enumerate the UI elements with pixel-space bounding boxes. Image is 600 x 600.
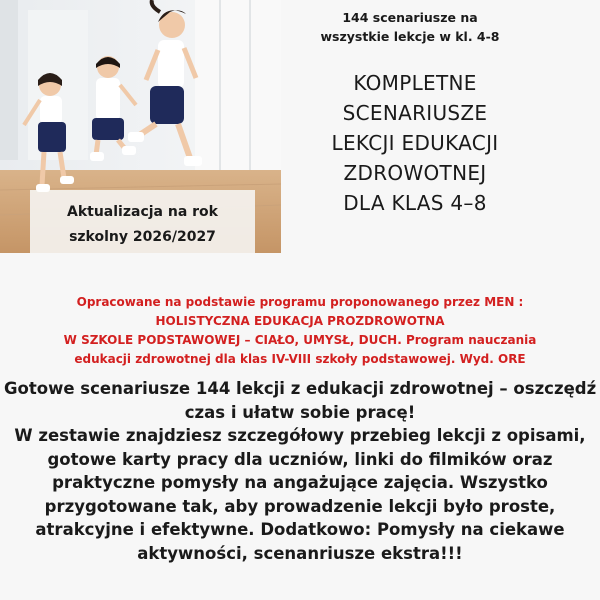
description-line: atrakcyjne i efektywne. Dodatkowo: Pomysły na ciekawe [35,520,565,539]
description [4,377,596,565]
program-line: W SZKOLE PODSTAWOWEJ – CIAŁO, UMYSŁ, DUCH. Program nauczania [63,333,537,347]
photo-caption [40,200,245,250]
note-line: 144 scenariusze na [342,10,478,25]
headline-line: KOMPLETNE [353,71,477,95]
description-line: Gotowe scenariusze 144 lekcji z edukacji zdrowotnej – oszczędź [4,379,597,398]
headline-line: SCENARIUSZE [342,101,488,125]
description-line: przygotowane tak, aby prowadzenie lekcji było proste, [44,496,556,516]
description-line: gotowe karty pracy dla uczniów, linki do filmików oraz [47,449,553,469]
headline-line: ZDROWOTNEJ [343,161,487,185]
note-line: wszystkie lekcje w kl. 4-8 [320,29,500,44]
program-line: HOLISTYCZNA EDUKACJA PROZDROWOTNA [155,314,445,328]
description-line: aktywności, scenanriusze ekstra!!! [137,543,463,563]
kids-jumping-photo [0,0,281,253]
lesson-count-note [300,8,520,46]
description-line: czas i ułatw sobie pracę! [184,402,416,422]
description-line: W zestawie znajdziesz szczegółowy przebieg lekcji z opisami, [14,426,586,445]
caption-line: Aktualizacja na rok [67,204,218,220]
program-note [30,293,570,369]
program-line: edukacji zdrowotnej dla klas IV-VIII szkoły podstawowej. Wyd. ORE [74,352,526,366]
program-line: Opracowane na podstawie programu proponowanego przez MEN : [76,295,524,309]
caption-line: szkolny 2026/2027 [69,229,216,245]
headline-line: LEKCJI EDUKACJI [331,131,499,155]
headline-line: DLA KLAS 4–8 [343,191,487,215]
headline [290,68,540,218]
description-line: praktyczne pomysły na angażujące zajęcia. Wszystko [52,473,548,492]
